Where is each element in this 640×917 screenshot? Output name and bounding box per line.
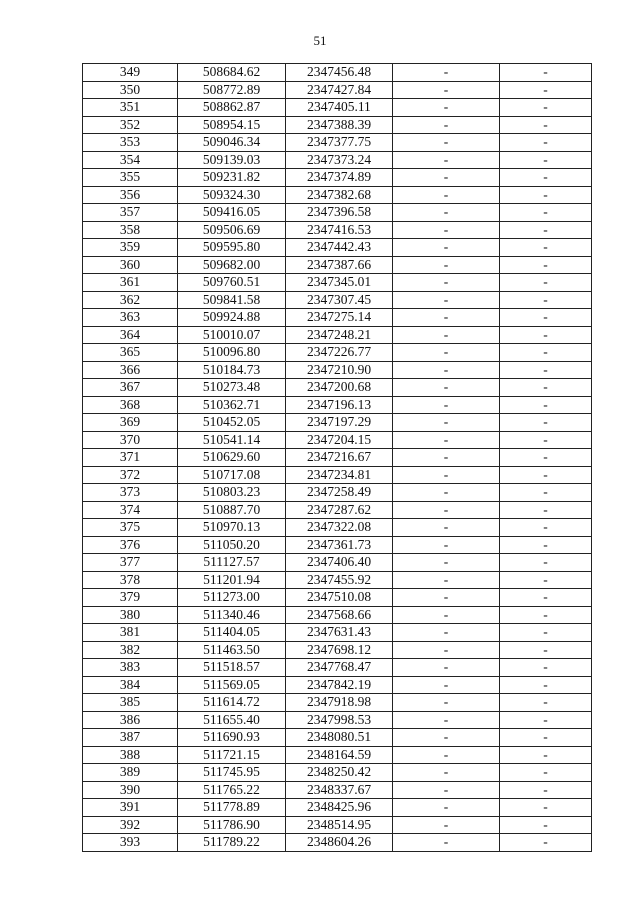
- x-coordinate-cell: 511404.05: [178, 624, 286, 642]
- table-row: [83, 641, 592, 659]
- point-number-cell: 370: [83, 431, 178, 449]
- table-row: [83, 396, 592, 414]
- point-number-cell: 380: [83, 606, 178, 624]
- value-cell-1: -: [393, 834, 500, 852]
- table-row: [83, 344, 592, 362]
- y-coordinate-cell: 2347455.92: [286, 571, 393, 589]
- table-row: [83, 414, 592, 432]
- table-row: [83, 676, 592, 694]
- point-number-cell: 377: [83, 554, 178, 572]
- y-coordinate-cell: 2348604.26: [286, 834, 393, 852]
- value-cell-2: -: [500, 816, 592, 834]
- value-cell-1: -: [393, 291, 500, 309]
- value-cell-1: -: [393, 449, 500, 467]
- value-cell-2: -: [500, 449, 592, 467]
- x-coordinate-cell: 511789.22: [178, 834, 286, 852]
- x-coordinate-cell: 510362.71: [178, 396, 286, 414]
- value-cell-2: -: [500, 186, 592, 204]
- y-coordinate-cell: 2347396.58: [286, 204, 393, 222]
- point-number-cell: 391: [83, 799, 178, 817]
- y-coordinate-cell: 2347322.08: [286, 519, 393, 537]
- x-coordinate-cell: 509760.51: [178, 274, 286, 292]
- x-coordinate-cell: 510010.07: [178, 326, 286, 344]
- table-row: [83, 694, 592, 712]
- value-cell-2: -: [500, 431, 592, 449]
- value-cell-1: -: [393, 134, 500, 152]
- value-cell-1: -: [393, 414, 500, 432]
- x-coordinate-cell: 511745.95: [178, 764, 286, 782]
- value-cell-2: -: [500, 554, 592, 572]
- table-row: [83, 711, 592, 729]
- y-coordinate-cell: 2347200.68: [286, 379, 393, 397]
- table-row: [83, 204, 592, 222]
- point-number-cell: 357: [83, 204, 178, 222]
- y-coordinate-cell: 2347345.01: [286, 274, 393, 292]
- value-cell-1: -: [393, 64, 500, 82]
- point-number-cell: 378: [83, 571, 178, 589]
- y-coordinate-cell: 2347226.77: [286, 344, 393, 362]
- point-number-cell: 368: [83, 396, 178, 414]
- value-cell-2: -: [500, 501, 592, 519]
- value-cell-2: -: [500, 64, 592, 82]
- point-number-cell: 365: [83, 344, 178, 362]
- y-coordinate-cell: 2348337.67: [286, 781, 393, 799]
- x-coordinate-cell: 511655.40: [178, 711, 286, 729]
- table-row: [83, 256, 592, 274]
- table-row: [83, 624, 592, 642]
- value-cell-1: -: [393, 169, 500, 187]
- value-cell-2: -: [500, 484, 592, 502]
- value-cell-2: -: [500, 781, 592, 799]
- table-row: [83, 659, 592, 677]
- point-number-cell: 351: [83, 99, 178, 117]
- y-coordinate-cell: 2348164.59: [286, 746, 393, 764]
- table-row: [83, 571, 592, 589]
- y-coordinate-cell: 2347698.12: [286, 641, 393, 659]
- value-cell-1: -: [393, 484, 500, 502]
- value-cell-2: -: [500, 309, 592, 327]
- y-coordinate-cell: 2347361.73: [286, 536, 393, 554]
- y-coordinate-cell: 2347918.98: [286, 694, 393, 712]
- x-coordinate-cell: 509416.05: [178, 204, 286, 222]
- x-coordinate-cell: 510970.13: [178, 519, 286, 537]
- x-coordinate-cell: 510184.73: [178, 361, 286, 379]
- value-cell-1: -: [393, 326, 500, 344]
- point-number-cell: 384: [83, 676, 178, 694]
- value-cell-2: -: [500, 344, 592, 362]
- y-coordinate-cell: 2347456.48: [286, 64, 393, 82]
- value-cell-1: -: [393, 816, 500, 834]
- y-coordinate-cell: 2347307.45: [286, 291, 393, 309]
- point-number-cell: 362: [83, 291, 178, 309]
- x-coordinate-cell: 509231.82: [178, 169, 286, 187]
- y-coordinate-cell: 2347416.53: [286, 221, 393, 239]
- x-coordinate-cell: 511340.46: [178, 606, 286, 624]
- value-cell-2: -: [500, 834, 592, 852]
- value-cell-2: -: [500, 169, 592, 187]
- table-row: [83, 729, 592, 747]
- point-number-cell: 376: [83, 536, 178, 554]
- value-cell-1: -: [393, 711, 500, 729]
- value-cell-2: -: [500, 256, 592, 274]
- table-row: [83, 151, 592, 169]
- value-cell-2: -: [500, 624, 592, 642]
- value-cell-1: -: [393, 641, 500, 659]
- x-coordinate-cell: 508684.62: [178, 64, 286, 82]
- y-coordinate-cell: 2347196.13: [286, 396, 393, 414]
- point-number-cell: 359: [83, 239, 178, 257]
- point-number-cell: 382: [83, 641, 178, 659]
- point-number-cell: 373: [83, 484, 178, 502]
- x-coordinate-cell: 508772.89: [178, 81, 286, 99]
- value-cell-2: -: [500, 326, 592, 344]
- value-cell-1: -: [393, 589, 500, 607]
- value-cell-1: -: [393, 344, 500, 362]
- table-row: [83, 291, 592, 309]
- value-cell-2: -: [500, 221, 592, 239]
- value-cell-1: -: [393, 396, 500, 414]
- point-number-cell: 369: [83, 414, 178, 432]
- point-number-cell: 372: [83, 466, 178, 484]
- x-coordinate-cell: 509324.30: [178, 186, 286, 204]
- table-row: [83, 186, 592, 204]
- table-row: [83, 449, 592, 467]
- table-row: [83, 239, 592, 257]
- value-cell-1: -: [393, 99, 500, 117]
- y-coordinate-cell: 2347258.49: [286, 484, 393, 502]
- y-coordinate-cell: 2347510.08: [286, 589, 393, 607]
- value-cell-1: -: [393, 536, 500, 554]
- table-row: [83, 816, 592, 834]
- x-coordinate-cell: 509595.80: [178, 239, 286, 257]
- value-cell-2: -: [500, 81, 592, 99]
- point-number-cell: 393: [83, 834, 178, 852]
- table-row: [83, 221, 592, 239]
- value-cell-2: -: [500, 589, 592, 607]
- value-cell-1: -: [393, 379, 500, 397]
- value-cell-1: -: [393, 554, 500, 572]
- point-number-cell: 389: [83, 764, 178, 782]
- x-coordinate-cell: 510887.70: [178, 501, 286, 519]
- value-cell-2: -: [500, 116, 592, 134]
- table-row: [83, 554, 592, 572]
- point-number-cell: 366: [83, 361, 178, 379]
- point-number-cell: 392: [83, 816, 178, 834]
- y-coordinate-cell: 2347631.43: [286, 624, 393, 642]
- value-cell-1: -: [393, 81, 500, 99]
- table-row: [83, 466, 592, 484]
- value-cell-2: -: [500, 134, 592, 152]
- value-cell-1: -: [393, 659, 500, 677]
- y-coordinate-cell: 2347374.89: [286, 169, 393, 187]
- value-cell-2: -: [500, 676, 592, 694]
- point-number-cell: 360: [83, 256, 178, 274]
- point-number-cell: 386: [83, 711, 178, 729]
- y-coordinate-cell: 2347998.53: [286, 711, 393, 729]
- table-row: [83, 134, 592, 152]
- value-cell-2: -: [500, 536, 592, 554]
- value-cell-1: -: [393, 606, 500, 624]
- y-coordinate-cell: 2347842.19: [286, 676, 393, 694]
- y-coordinate-cell: 2347442.43: [286, 239, 393, 257]
- value-cell-2: -: [500, 659, 592, 677]
- value-cell-1: -: [393, 519, 500, 537]
- x-coordinate-cell: 511127.57: [178, 554, 286, 572]
- value-cell-2: -: [500, 99, 592, 117]
- x-coordinate-cell: 511050.20: [178, 536, 286, 554]
- table-row: [83, 326, 592, 344]
- point-number-cell: 355: [83, 169, 178, 187]
- value-cell-2: -: [500, 746, 592, 764]
- value-cell-1: -: [393, 274, 500, 292]
- point-number-cell: 363: [83, 309, 178, 327]
- point-number-cell: 367: [83, 379, 178, 397]
- value-cell-2: -: [500, 204, 592, 222]
- x-coordinate-cell: 511690.93: [178, 729, 286, 747]
- x-coordinate-cell: 509506.69: [178, 221, 286, 239]
- value-cell-2: -: [500, 466, 592, 484]
- y-coordinate-cell: 2347216.67: [286, 449, 393, 467]
- point-number-cell: 388: [83, 746, 178, 764]
- x-coordinate-cell: 508954.15: [178, 116, 286, 134]
- value-cell-1: -: [393, 151, 500, 169]
- table-row: [83, 781, 592, 799]
- value-cell-1: -: [393, 466, 500, 484]
- point-number-cell: 352: [83, 116, 178, 134]
- value-cell-2: -: [500, 361, 592, 379]
- x-coordinate-cell: 511721.15: [178, 746, 286, 764]
- x-coordinate-cell: 511273.00: [178, 589, 286, 607]
- value-cell-2: -: [500, 729, 592, 747]
- value-cell-1: -: [393, 781, 500, 799]
- y-coordinate-cell: 2347568.66: [286, 606, 393, 624]
- table-row: [83, 431, 592, 449]
- y-coordinate-cell: 2348514.95: [286, 816, 393, 834]
- point-number-cell: 374: [83, 501, 178, 519]
- y-coordinate-cell: 2347405.11: [286, 99, 393, 117]
- y-coordinate-cell: 2347204.15: [286, 431, 393, 449]
- value-cell-1: -: [393, 204, 500, 222]
- value-cell-2: -: [500, 799, 592, 817]
- point-number-cell: 371: [83, 449, 178, 467]
- y-coordinate-cell: 2347234.81: [286, 466, 393, 484]
- table-row: [83, 536, 592, 554]
- point-number-cell: 364: [83, 326, 178, 344]
- page-number: 51: [313, 33, 327, 48]
- point-number-cell: 390: [83, 781, 178, 799]
- x-coordinate-cell: 510096.80: [178, 344, 286, 362]
- table-row: [83, 501, 592, 519]
- y-coordinate-cell: 2348080.51: [286, 729, 393, 747]
- value-cell-2: -: [500, 396, 592, 414]
- point-number-cell: 387: [83, 729, 178, 747]
- y-coordinate-cell: 2347427.84: [286, 81, 393, 99]
- y-coordinate-cell: 2347275.14: [286, 309, 393, 327]
- value-cell-2: -: [500, 606, 592, 624]
- y-coordinate-cell: 2347210.90: [286, 361, 393, 379]
- point-number-cell: 350: [83, 81, 178, 99]
- y-coordinate-cell: 2347377.75: [286, 134, 393, 152]
- x-coordinate-cell: 511786.90: [178, 816, 286, 834]
- x-coordinate-cell: 511201.94: [178, 571, 286, 589]
- point-number-cell: 349: [83, 64, 178, 82]
- point-number-cell: 375: [83, 519, 178, 537]
- x-coordinate-cell: 509682.00: [178, 256, 286, 274]
- value-cell-2: -: [500, 519, 592, 537]
- coordinates-table-body: [83, 64, 592, 852]
- table-row: [83, 379, 592, 397]
- table-row: [83, 746, 592, 764]
- value-cell-2: -: [500, 641, 592, 659]
- x-coordinate-cell: 510452.05: [178, 414, 286, 432]
- value-cell-1: -: [393, 694, 500, 712]
- table-row: [83, 484, 592, 502]
- x-coordinate-cell: 511569.05: [178, 676, 286, 694]
- table-row: [83, 99, 592, 117]
- table-row: [83, 589, 592, 607]
- y-coordinate-cell: 2347387.66: [286, 256, 393, 274]
- coordinates-table: [82, 63, 592, 852]
- value-cell-1: -: [393, 309, 500, 327]
- y-coordinate-cell: 2347382.68: [286, 186, 393, 204]
- value-cell-1: -: [393, 746, 500, 764]
- table-row: [83, 116, 592, 134]
- value-cell-2: -: [500, 764, 592, 782]
- point-number-cell: 358: [83, 221, 178, 239]
- y-coordinate-cell: 2348250.42: [286, 764, 393, 782]
- point-number-cell: 381: [83, 624, 178, 642]
- point-number-cell: 361: [83, 274, 178, 292]
- x-coordinate-cell: 509046.34: [178, 134, 286, 152]
- x-coordinate-cell: 511778.89: [178, 799, 286, 817]
- point-number-cell: 385: [83, 694, 178, 712]
- value-cell-2: -: [500, 694, 592, 712]
- y-coordinate-cell: 2347768.47: [286, 659, 393, 677]
- value-cell-1: -: [393, 256, 500, 274]
- x-coordinate-cell: 511518.57: [178, 659, 286, 677]
- value-cell-1: -: [393, 676, 500, 694]
- table-row: [83, 764, 592, 782]
- table-row: [83, 519, 592, 537]
- y-coordinate-cell: 2347197.29: [286, 414, 393, 432]
- y-coordinate-cell: 2347388.39: [286, 116, 393, 134]
- value-cell-1: -: [393, 501, 500, 519]
- value-cell-2: -: [500, 711, 592, 729]
- value-cell-1: -: [393, 116, 500, 134]
- point-number-cell: 353: [83, 134, 178, 152]
- point-number-cell: 354: [83, 151, 178, 169]
- table-row: [83, 274, 592, 292]
- table-row: [83, 81, 592, 99]
- value-cell-1: -: [393, 361, 500, 379]
- x-coordinate-cell: 510629.60: [178, 449, 286, 467]
- value-cell-1: -: [393, 221, 500, 239]
- value-cell-2: -: [500, 274, 592, 292]
- point-number-cell: 356: [83, 186, 178, 204]
- value-cell-2: -: [500, 571, 592, 589]
- value-cell-2: -: [500, 379, 592, 397]
- table-row: [83, 169, 592, 187]
- value-cell-1: -: [393, 729, 500, 747]
- x-coordinate-cell: 509841.58: [178, 291, 286, 309]
- value-cell-1: -: [393, 764, 500, 782]
- value-cell-1: -: [393, 186, 500, 204]
- x-coordinate-cell: 510273.48: [178, 379, 286, 397]
- x-coordinate-cell: 510803.23: [178, 484, 286, 502]
- y-coordinate-cell: 2348425.96: [286, 799, 393, 817]
- value-cell-2: -: [500, 291, 592, 309]
- x-coordinate-cell: 508862.87: [178, 99, 286, 117]
- value-cell-2: -: [500, 151, 592, 169]
- y-coordinate-cell: 2347287.62: [286, 501, 393, 519]
- x-coordinate-cell: 510541.14: [178, 431, 286, 449]
- table-row: [83, 606, 592, 624]
- table-row: [83, 361, 592, 379]
- y-coordinate-cell: 2347406.40: [286, 554, 393, 572]
- value-cell-2: -: [500, 414, 592, 432]
- table-row: [83, 834, 592, 852]
- value-cell-2: -: [500, 239, 592, 257]
- x-coordinate-cell: 509139.03: [178, 151, 286, 169]
- x-coordinate-cell: 511614.72: [178, 694, 286, 712]
- x-coordinate-cell: 509924.88: [178, 309, 286, 327]
- value-cell-1: -: [393, 239, 500, 257]
- table-row: [83, 309, 592, 327]
- value-cell-1: -: [393, 624, 500, 642]
- table-row: [83, 799, 592, 817]
- value-cell-1: -: [393, 431, 500, 449]
- x-coordinate-cell: 510717.08: [178, 466, 286, 484]
- value-cell-1: -: [393, 799, 500, 817]
- y-coordinate-cell: 2347373.24: [286, 151, 393, 169]
- value-cell-1: -: [393, 571, 500, 589]
- table-row: [83, 64, 592, 82]
- x-coordinate-cell: 511765.22: [178, 781, 286, 799]
- x-coordinate-cell: 511463.50: [178, 641, 286, 659]
- point-number-cell: 383: [83, 659, 178, 677]
- y-coordinate-cell: 2347248.21: [286, 326, 393, 344]
- point-number-cell: 379: [83, 589, 178, 607]
